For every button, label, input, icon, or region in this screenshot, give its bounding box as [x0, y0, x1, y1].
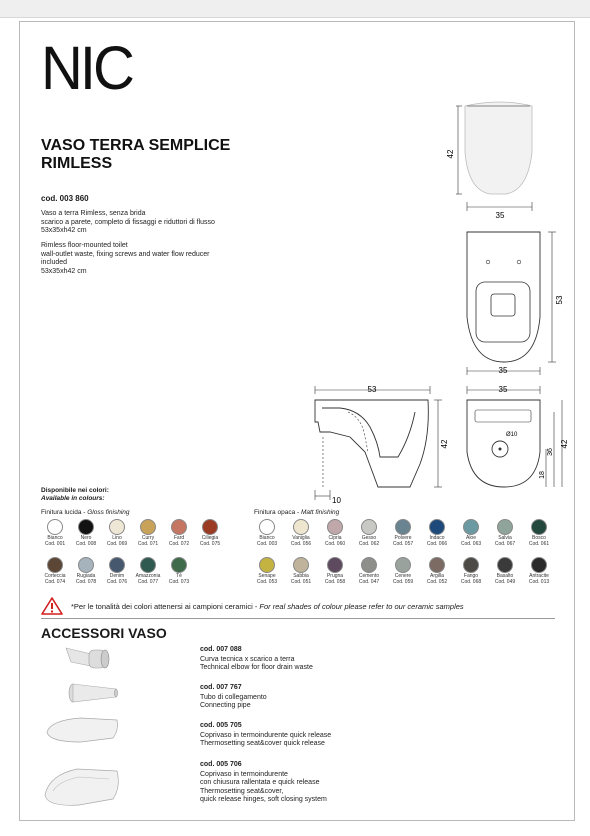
color-dot [293, 519, 309, 535]
color-name: Vaniglia [292, 535, 310, 541]
warning-icon [41, 597, 63, 615]
color-dot [327, 557, 343, 573]
rear-view-drawing [467, 385, 569, 487]
color-swatch-gloss-ciliegia [195, 519, 225, 547]
dim-side-width: 35 [495, 211, 505, 220]
pipe-accessory-image [41, 680, 121, 706]
color-swatch-matt-basalto [490, 557, 520, 585]
color-swatch-matt-bosco [524, 519, 554, 547]
color-dot [259, 519, 275, 535]
seat-cover-image [41, 712, 121, 748]
color-name: Tè [176, 573, 182, 579]
color-code: Cod. 001 [44, 540, 66, 547]
accessory-description-line: Coprivaso in termoindurente quick release [200, 731, 332, 739]
color-dot [361, 557, 377, 573]
dim-rear-18: 18 [539, 471, 546, 479]
color-name: Rugiada [76, 573, 96, 579]
color-dot [463, 519, 479, 535]
color-code: Cod. 059 [392, 578, 414, 585]
color-name: Prugna [326, 573, 344, 579]
color-dot [395, 519, 411, 535]
dim-rear-height: 42 [560, 439, 569, 449]
technical-drawings [270, 92, 570, 505]
accessory-code: cod. 007 767 [200, 684, 242, 691]
color-code: Cod. 052 [426, 578, 448, 585]
dim-rear-hole: Ø10 [506, 432, 518, 438]
soft-close-seat-image [41, 757, 121, 813]
color-dot [429, 519, 445, 535]
color-name: Nero [80, 535, 92, 541]
warning-text-en: For real shades of colour please refer to our ceramic samples [259, 602, 464, 611]
product-title-line1: VASO TERRA SEMPLICE [41, 137, 231, 154]
color-code: Cod. 066 [426, 540, 448, 547]
product-code: cod. 003 860 [41, 194, 89, 203]
dim-top-width: 35 [498, 366, 508, 375]
color-name: Amazzonia [135, 573, 161, 579]
color-code: Cod. 062 [358, 540, 380, 547]
dim-section-offset: 10 [332, 496, 341, 505]
color-swatch-matt-cipria [320, 519, 350, 547]
color-dot [463, 557, 479, 573]
color-code: Cod. 061 [528, 540, 550, 547]
color-swatch-matt-aloe [456, 519, 486, 547]
color-name: Polvere [394, 535, 412, 541]
color-dot [47, 519, 63, 535]
color-dot [497, 519, 513, 535]
color-code: Cod. 067 [494, 540, 516, 547]
color-swatch-matt-polvere [388, 519, 418, 547]
product-title-line2: RIMLESS [41, 155, 113, 172]
elbow-accessory-image [41, 642, 121, 672]
accessory-code: cod. 007 088 [200, 646, 242, 653]
dim-side-height: 42 [446, 149, 455, 159]
product-description-it: Vaso a terra Rimless, senza brida scarico a parete, completo di fissaggi e riduttori di flusso 53x35xh42 cm [41, 210, 215, 234]
color-dot [259, 557, 275, 573]
accessory-code: cod. 005 705 [200, 722, 242, 729]
accessory-description-line: quick release hinges, soft closing system [200, 796, 327, 803]
accessory-description-line: Thermosetting seat&cover, [200, 787, 284, 795]
color-code: Cod. 075 [199, 540, 221, 547]
brand-logo: NIC [41, 34, 132, 103]
color-dot [361, 519, 377, 535]
color-code: Cod. 068 [460, 578, 482, 585]
color-code: Cod. 051 [290, 578, 312, 585]
color-name: Antracite [529, 573, 549, 579]
color-name: Bosco [532, 535, 546, 541]
colors-heading-it: Disponibile nei colori: [41, 487, 109, 494]
gloss-label-it: Finitura lucida - [41, 509, 88, 516]
color-swatch-matt-cemento [354, 557, 384, 585]
dim-section-depth: 53 [367, 385, 377, 394]
color-code: Cod. 063 [460, 540, 482, 547]
color-code: Cod. 056 [290, 540, 312, 547]
color-name: Bianco [47, 535, 63, 541]
color-code: Cod. 008 [75, 540, 97, 547]
color-swatch-gloss-curry [133, 519, 163, 547]
color-swatch-gloss-corteccia [40, 557, 70, 585]
color-code: Cod. 060 [324, 540, 346, 547]
product-title [41, 137, 301, 173]
color-swatch-gloss-amazzonia [133, 557, 163, 585]
section-view-drawing [315, 385, 449, 505]
color-code: Cod. 077 [137, 578, 159, 585]
top-view-drawing [467, 232, 564, 375]
accessory-description-line: Technical elbow for floor drain waste [200, 664, 313, 671]
color-code: Cod. 076 [106, 578, 128, 585]
accessory-code: cod. 005 706 [200, 761, 242, 768]
color-name: Cipria [328, 535, 342, 541]
color-code: Cod. 013 [528, 578, 550, 585]
color-code: Cod. 047 [358, 578, 380, 585]
color-code: Cod. 071 [137, 540, 159, 547]
color-name: Lino [112, 535, 122, 541]
color-name: Salvia [498, 535, 512, 541]
color-dot [395, 557, 411, 573]
color-code: Cod. 057 [392, 540, 414, 547]
color-swatch-matt-argilla [422, 557, 452, 585]
color-dot [140, 519, 156, 535]
colors-heading-en: Available in colours: [41, 495, 105, 502]
color-code: Cod. 053 [256, 578, 278, 585]
color-code: Cod. 049 [494, 578, 516, 585]
color-dot [531, 519, 547, 535]
color-dot [109, 519, 125, 535]
color-swatch-matt-gesso [354, 519, 384, 547]
color-name: Basalto [496, 573, 514, 579]
warning-note [41, 597, 541, 615]
color-code: Cod. 003 [256, 540, 278, 547]
color-dot [171, 557, 187, 573]
color-swatch-gloss-rugiada [71, 557, 101, 585]
accessory-description-line: Tubo di collegamento [200, 693, 267, 701]
color-name: Denim [109, 573, 125, 579]
colors-heading [41, 487, 109, 503]
color-swatch-matt-bianco [252, 519, 282, 547]
accessory-item [200, 684, 267, 711]
color-dot [531, 557, 547, 573]
accessory-item [200, 722, 331, 749]
dim-top-depth: 53 [555, 295, 564, 305]
matt-label-it: Finitura opaca - [254, 509, 301, 516]
matt-label-en: Matt finishing [300, 509, 340, 516]
color-dot [140, 557, 156, 573]
accessory-description-line: Connecting pipe [200, 702, 251, 709]
side-view-drawing [446, 102, 532, 220]
color-swatch-gloss-lino [102, 519, 132, 547]
color-dot [109, 557, 125, 573]
gloss-finish-label [41, 509, 130, 516]
color-name: Senape [258, 573, 276, 579]
color-swatch-matt-cenere [388, 557, 418, 585]
accessory-item [200, 761, 327, 805]
color-swatch-matt-sabbia [286, 557, 316, 585]
color-dot [327, 519, 343, 535]
color-swatch-matt-indaco [422, 519, 452, 547]
dim-rear-width: 35 [498, 385, 508, 394]
color-code: Cod. 074 [44, 578, 66, 585]
color-swatch-matt-salvia [490, 519, 520, 547]
accessory-description-line: Coprivaso in termoindurente [200, 770, 288, 778]
color-name: Fango [463, 573, 479, 579]
color-swatch-gloss-nero [71, 519, 101, 547]
color-name: Bianco [259, 535, 275, 541]
color-name: Ciliegia [201, 535, 219, 541]
matt-finish-label [254, 509, 339, 516]
top-bar [0, 0, 590, 18]
color-name: Indaco [429, 535, 445, 541]
color-swatch-gloss-denim [102, 557, 132, 585]
color-name: Aloe [465, 535, 476, 541]
color-swatch-matt-prugna [320, 557, 350, 585]
color-code: Cod. 073 [168, 578, 190, 585]
color-dot [202, 519, 218, 535]
warning-text [71, 602, 464, 611]
color-swatch-matt-antracite [524, 557, 554, 585]
color-dot [497, 557, 513, 573]
color-name: Sabbia [293, 573, 309, 579]
color-swatch-matt-vaniglia [286, 519, 316, 547]
color-name: Argilla [430, 573, 444, 579]
color-swatch-gloss-fard [164, 519, 194, 547]
dim-section-height: 42 [440, 439, 449, 449]
accessories-title: ACCESSORI VASO [41, 625, 167, 641]
color-dot [47, 557, 63, 573]
color-dot [78, 557, 94, 573]
color-code: Cod. 078 [75, 578, 97, 585]
color-name: Cenere [394, 573, 412, 579]
color-dot [429, 557, 445, 573]
color-swatch-matt-senape [252, 557, 282, 585]
color-swatch-matt-fango [456, 557, 486, 585]
color-dot [293, 557, 309, 573]
accessory-description-line: con chiusura rallentata e quick release [200, 779, 320, 786]
color-dot [78, 519, 94, 535]
color-swatch-gloss-tè [164, 557, 194, 585]
color-name: Corteccia [44, 573, 66, 579]
product-sheet [19, 21, 575, 821]
color-name: Gesso [361, 535, 377, 541]
accessory-item [200, 646, 313, 673]
warning-text-it: *Per le tonalità dei colori attenersi ai campioni ceramici - [71, 602, 260, 611]
color-name: Curry [141, 535, 155, 541]
color-code: Cod. 072 [168, 540, 190, 547]
gloss-label-en: Gloss finishing [87, 509, 130, 516]
color-code: Cod. 069 [106, 540, 128, 547]
color-name: Fard [173, 535, 185, 541]
color-swatch-gloss-bianco [40, 519, 70, 547]
color-code: Cod. 058 [324, 578, 346, 585]
accessory-description-line: Thermosetting seat&cover quick release [200, 740, 325, 747]
color-name: Cemento [358, 573, 380, 579]
color-dot [171, 519, 187, 535]
accessory-description-line: Curva tecnica x scarico a terra [200, 655, 295, 663]
section-divider [41, 618, 555, 619]
dim-rear-36: 36 [547, 448, 554, 456]
product-description-en: Rimless floor-mounted toilet wall-outlet waste, fixing screws and water flow reducer included 53x35xh42 cm [41, 242, 210, 275]
